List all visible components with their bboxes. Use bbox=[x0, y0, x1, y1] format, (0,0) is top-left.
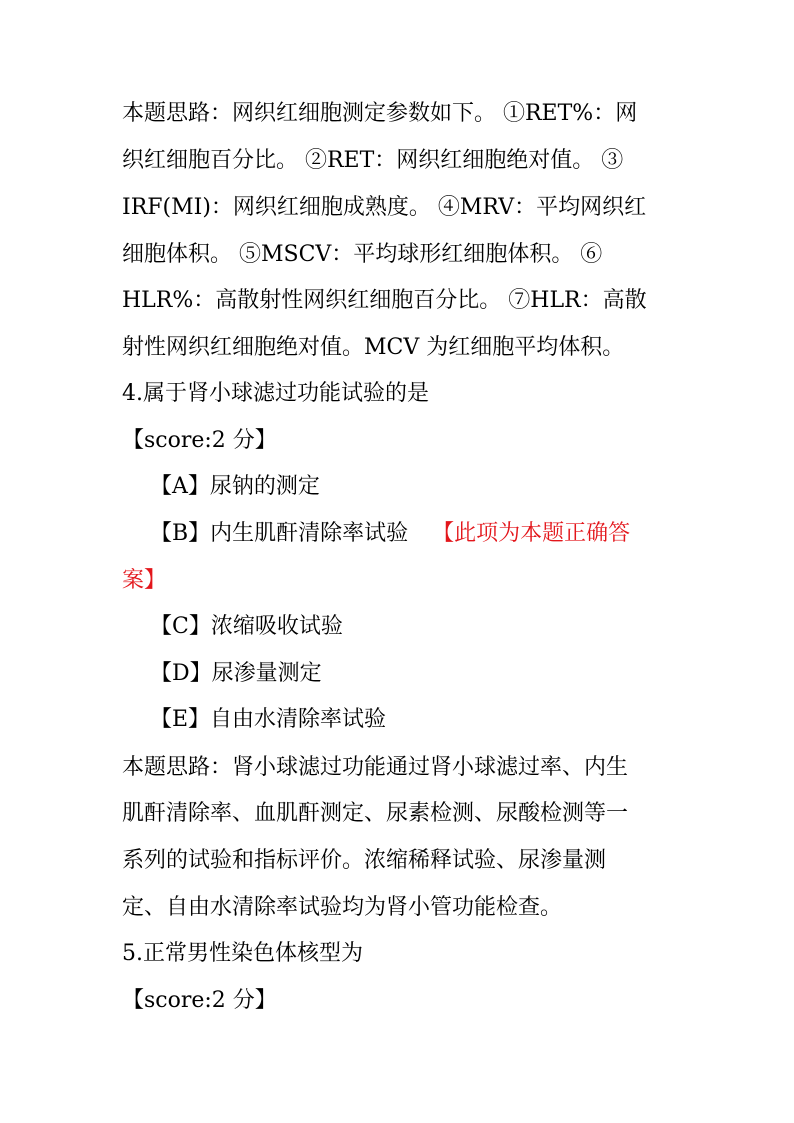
question4-explanation-line-3: 系列的试验和指标评价。浓缩稀释试验、尿渗量测 bbox=[122, 848, 607, 873]
explanation1-line-3: IRF(MI)：网织红细胞成熟度。 ④MRV：平均网织红 bbox=[122, 195, 647, 220]
question4-option-e: 【E】自由水清除率试验 bbox=[150, 707, 387, 732]
explanation1-line-6: 射性网织红细胞绝对值。MCV 为红细胞平均体积。 bbox=[122, 335, 625, 360]
explanation1-line-5: HLR%：高散射性网织红细胞百分比。 ⑦HLR：高散 bbox=[122, 288, 647, 313]
question4-option-a: 【A】尿钠的测定 bbox=[150, 474, 320, 499]
question5-stem: 5.正常男性染色体核型为 bbox=[122, 941, 363, 966]
correct-answer-mark: 【此项为本题正确答 bbox=[432, 521, 631, 546]
explanation1-line-4: 细胞体积。 ⑤MSCV：平均球形红细胞体积。 ⑥ bbox=[122, 242, 603, 267]
question4-option-c: 【C】浓缩吸收试验 bbox=[150, 614, 343, 639]
question4-stem: 4.属于肾小球滤过功能试验的是 bbox=[122, 381, 429, 406]
question5-score: 【score:2 分】 bbox=[122, 988, 277, 1013]
correct-answer-mark-continued: 案】 bbox=[122, 568, 167, 593]
question4-explanation-line-4: 定、自由水清除率试验均为肾小管功能检查。 bbox=[122, 895, 563, 920]
question4-option-b: 【B】内生肌酐清除率试验 bbox=[150, 521, 409, 546]
question4-explanation-line-2: 肌酐清除率、血肌酐测定、尿素检测、尿酸检测等一 bbox=[122, 801, 629, 826]
question4-score: 【score:2 分】 bbox=[122, 428, 277, 453]
explanation1-line-1: 本题思路：网织红细胞测定参数如下。 ①RET%：网 bbox=[122, 101, 638, 126]
question4-option-b-row bbox=[150, 519, 630, 549]
question4-option-d: 【D】尿渗量测定 bbox=[150, 661, 322, 686]
explanation1-line-2: 织红细胞百分比。 ②RET：网织红细胞绝对值。 ③ bbox=[122, 148, 624, 173]
question4-explanation-line-1: 本题思路：肾小球滤过功能通过肾小球滤过率、内生 bbox=[122, 755, 629, 780]
